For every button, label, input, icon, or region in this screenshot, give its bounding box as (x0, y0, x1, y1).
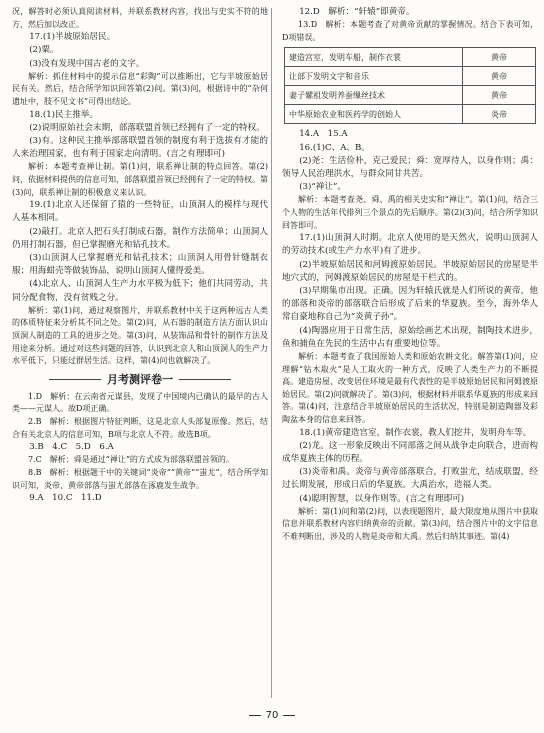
answer-paragraph: 2.B 解析：根据图片特征判断，这是北京人头部复原像。然后，结合有关北京人的信息可知，B项与北京人不符。故选B项。 (12, 416, 268, 439)
answer-paragraph: 18.(1)黄帝建造宫室，制作衣裳，教人们挖井，发明舟车等。 (299, 427, 532, 438)
table-cell-person: 黄帝 (463, 48, 536, 67)
page-rule-right (283, 715, 295, 716)
answer-paragraph: 解析：本题考查尧、舜、禹的相关史实和“禅让”。第(1)问，结合三个人物的生活年代排列三个景点的先后顺序。第(2)(3)问，结合所学知识回答即可。 (282, 195, 538, 230)
left-answers (12, 6, 268, 368)
left-answers-after (12, 391, 268, 506)
answer-paragraph: 13.D 解析：本题考查了对黄帝贡献的掌握情况。结合下表可知，D项错误。 (282, 20, 538, 42)
answer-paragraph: (4)北京人、山顶洞人生产力水平极为低下；他们共同劳动，共同分配食物，没有贫贱之分。 (12, 279, 268, 303)
answer-paragraph: 解析：第(1)问和第(2)问，以表现题图片，最大限度地从图片中获取信息并联系教材内容归纳黄帝的贡献。第(3)问，结合图片中的文字信息不难判断出，涉及的人物是炎帝和大禹。然后归纳其事迹。第(4) (282, 506, 538, 541)
title-rule-right (179, 379, 231, 380)
answer-paragraph: 解析：本题考查了我国原始人类和原始农耕文化。解答第(1)问，应理解“钻木取火”是人工取火的一种方式，反映了人类生产力的不断提高。建造房屋、改变居住环境是最有代表性的是半坡原始居民和河姆渡原始居民。第(2)问就解决了。第(3)问，根据材料并联系华夏族的形成来回答。第(4)问，注意结合半坡原始居民的生活状况，特别是制造陶器及彩陶盆本身的信息来回答。 (282, 352, 538, 424)
answer-paragraph: 14.A 15.A (299, 129, 348, 140)
table-row (285, 48, 536, 67)
answer-paragraph: (4)聪明智慧，以身作则等。(言之有理即可) (299, 493, 465, 504)
answer-paragraph: (3)有。这种民主推举部落联盟首领的制度有利于选拔有才能的人来治理国家，也有利于国家走向清明。(言之有理即可) (12, 135, 268, 160)
right-answers (282, 6, 538, 44)
answer-paragraph: 17.(1)山顶洞人时期。北京人使用的是天然火，说明山顶洞人的劳动技术(或生产力水平)有了进步。 (282, 233, 538, 257)
table-cell-person: 黄帝 (463, 86, 536, 105)
answer-paragraph: 9.A 10.C 11.D (29, 493, 102, 504)
section-title: 月考测评卷一 (107, 372, 173, 386)
page-number: 70 (265, 710, 279, 721)
table-row (285, 105, 536, 124)
answer-paragraph: (2)说明原始社会末期，部落联盟首领已经拥有了一定的特权。 (29, 122, 265, 133)
answer-paragraph: 18.(1)民主推举。 (29, 109, 98, 120)
answer-paragraph: 3.B 4.C 5.D 6.A (29, 442, 114, 453)
right-column (282, 6, 538, 544)
table-cell-item: 妻子嫘祖发明养蚕缫丝技术 (285, 86, 463, 105)
answer-paragraph: (2)敲打。北京人把石头打制成石器，制作方法简单；山顶洞人仍用打制石器，但已掌握磨光和钻孔技术。 (12, 226, 268, 250)
answer-paragraph: 16.(1)C、A、B。 (299, 142, 370, 153)
table-cell-person: 炎帝 (463, 105, 536, 124)
answer-paragraph: 况，解答时必须认真阅读材料，并联系教材内容，找出与史实不符的地方，然后加以改正。 (12, 7, 268, 29)
answer-paragraph: 1.D 解析：在云南省元谋县，发现了中国境内已确认的最早的古人类——元谋人。故D项正确。 (12, 391, 268, 414)
table-cell-person: 黄帝 (463, 67, 536, 86)
answer-paragraph: (3)早期集市出现。正确。因为轩辕氏就是人们所说的黄帝，他的部落和炎帝的部落联合后形成了后来的华夏族。至今，海外华人常自豪地称自己为“炎黄子孙”。 (282, 286, 538, 323)
answer-paragraph: 解析：第(1)问，通过观察图片，并联系教材中关于这两种远古人类的体质特征来分析其不同之处。第(2)问，从石器的制造方法方面认识山顶洞人制造的工具的进步之处。第(3)问，从装饰品和骨针的制作方法及用途来分析。通过对这些问题的回答，认识到北京人和山顶洞人的生产力水平低下，只能过群居生活。这样，第(4)问也就解决了。 (12, 305, 268, 366)
section-title-row (12, 371, 268, 389)
table-cell-item: 建造宫室，发明车船，制作衣裳 (285, 48, 463, 67)
answer-paragraph: (3)山顶洞人已掌握磨光和钻孔技术；山顶洞人用骨针缝制衣服；用海蚶壳等做装饰品，说明山顶洞人懂得爱美。 (12, 252, 268, 277)
table-row (285, 86, 536, 105)
title-rule-left (49, 379, 101, 380)
table-cell-item: 中华原始农业和医药学的创始人 (285, 105, 463, 124)
answer-paragraph: 8.B 解析：根据题干中的关键词“炎帝”“黄帝”“蚩尤”，结合所学知识可知，炎帝、黄帝部落与蚩尤部落在涿鹿发生战争。 (12, 467, 268, 490)
answer-paragraph: 17.(1)半坡原始居民。 (29, 32, 116, 43)
answer-paragraph: (2)粟。 (29, 45, 59, 56)
huangdi-contribution-table (284, 47, 536, 124)
answer-paragraph: (3)炎帝和禹。炎帝与黄帝部落联合，打败蚩尤，结成联盟，经过长期发展，形成日后的华夏族。大禹治水，造福人类。 (282, 467, 538, 491)
table-row (285, 67, 536, 86)
table-cell-item: 让部下发明文字和音乐 (285, 67, 463, 86)
page-rule-left (249, 715, 261, 716)
answer-paragraph: 12.D 解析：“轩辕”即黄帝。 (299, 7, 415, 17)
answer-paragraph: (2)半坡原始居民和河姆渡原始居民。半坡原始居民的房屋是半地穴式的，河姆渡原始居民的房屋是干栏式的。 (282, 259, 538, 283)
answer-paragraph: 19.(1)北京人还保留了猿的一些特征，山顶洞人的模样与现代人基本相同。 (12, 200, 268, 224)
answer-paragraph: (3)没有发现中国古老的文字。 (29, 58, 145, 69)
answer-paragraph: (4)陶器应用于日常生活，原始绘画艺术出现，制陶技术进步，鱼和捕鱼在先民的生活中占有重要地位等。 (282, 325, 538, 349)
answer-paragraph: 7.C 解析：舜是通过“禅让”的方式成为部落联盟首领的。 (28, 455, 234, 465)
answer-paragraph: 解析：本题考查禅让制。第(1)问，联系禅让制的特点回答。第(2)问，依据材料提供的信息可知，部落联盟首领已经拥有了一定的特权。第(3)问，联系禅让制的积极意义来认识。 (12, 162, 268, 197)
answer-paragraph: (3)“禅让”。 (299, 182, 346, 193)
answer-paragraph: (2)尧：生活俭朴，克己爱民；舜：宽厚待人，以身作则；禹：领导人民治理洪水，与群众同甘共苦。 (282, 155, 538, 179)
right-answers-after (282, 128, 538, 543)
left-column (12, 6, 268, 505)
page-number-row (0, 710, 544, 721)
answer-paragraph: 解析：抓住材料中的提示信息“彩陶”可以推断出，它与半坡原始居民有关。然后，结合所学知识回答第(2)问。第(3)问，根据诗中的“杂何遗址中，肢不见文书”可得出结论。 (12, 71, 268, 106)
column-divider (271, 8, 272, 698)
answer-paragraph: (2)龙。这一形象反映出不同部落之间从战争走向联合，进而构成华夏族主体的历程。 (282, 440, 538, 464)
